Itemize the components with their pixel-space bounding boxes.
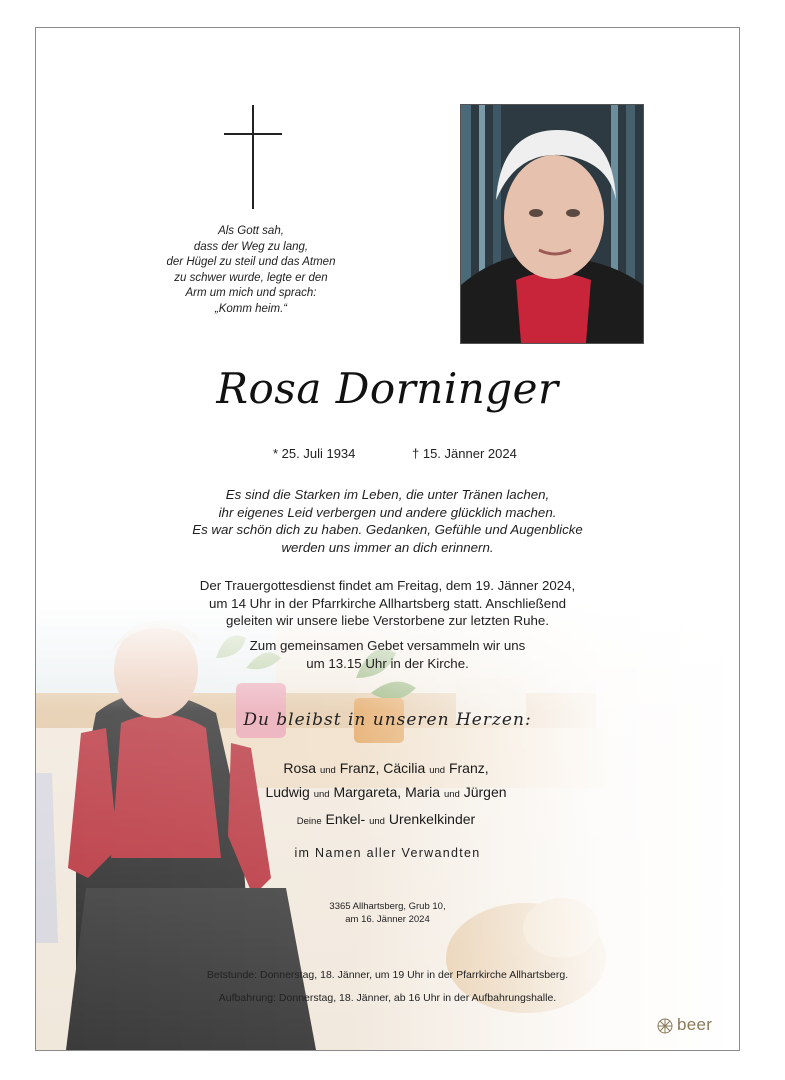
family-member: Cäcilia: [383, 760, 426, 776]
notice-date: am 16. Jänner 2024: [345, 914, 430, 925]
conjunction: und: [429, 765, 446, 776]
family-member: Ludwig: [265, 783, 310, 800]
conjunction: und: [369, 816, 385, 827]
relatives-line: im Namen aller Verwandten: [294, 846, 481, 860]
deceased-name: Rosa Dorninger: [216, 364, 559, 413]
family-member: Margareta,: [333, 783, 402, 800]
family-member: Franz,: [339, 760, 380, 776]
funeral-line: um 14 Uhr in der Pfarrkirche Allhartsberg statt. Anschließend: [209, 595, 566, 611]
family-line-1: [186, 758, 586, 782]
poem-line: zu schwer wurde, legte er den: [174, 271, 328, 284]
funeral-notice: [36, 577, 739, 630]
family-member: Maria: [405, 783, 441, 800]
dandelion-icon: [656, 1017, 674, 1035]
poem-line: der Hügel zu steil und das Atmen: [166, 256, 336, 269]
birth-date: * 25. Juli 1934: [273, 446, 356, 461]
family-member: Franz,: [448, 760, 489, 776]
poem-line: Als Gott sah,: [218, 225, 284, 237]
family-member: Jürgen: [463, 783, 507, 800]
quote-line: Es war schön dich zu haben. Gedanken, Gefühle und Augenblicke: [192, 522, 583, 537]
poem-line: Arm um mich und sprach:: [185, 287, 317, 300]
memorial-quote: [36, 486, 739, 556]
funeral-line: Der Trauergottesdienst findet am Freitag, dem 19. Jänner 2024,: [199, 578, 576, 593]
prayer-notice: [36, 637, 739, 672]
portrait-photo: [460, 104, 644, 344]
parte-card: [35, 27, 740, 1051]
funeral-line: geleiten wir unsere liebe Verstorbene zur letzten Ruhe.: [225, 613, 549, 628]
aufbahrung-note: Aufbahrung: Donnerstag, 18. Jänner, ab 16 Uhr in der Aufbahrungshalle.: [218, 992, 557, 1004]
family-line-3: [186, 809, 586, 833]
quote-line: werden uns immer an dich erinnern.: [281, 539, 494, 555]
place-date: [36, 900, 739, 926]
quote-line: Es sind die Starken im Leben, die unter Tränen lachen,: [225, 487, 550, 502]
family-member: Urenkelkinder: [388, 811, 476, 827]
death-date: † 15. Jänner 2024: [412, 446, 517, 461]
betstunde-note: Betstunde: Donnerstag, 18. Jänner, um 19 Uhr in der Pfarrkirche Allhartsberg.: [206, 969, 569, 981]
conjunction: und: [443, 788, 460, 800]
beer-logo: [656, 1014, 726, 1036]
prayer-line: um 13.15 Uhr in der Kirche.: [306, 655, 469, 671]
poem: [146, 224, 356, 318]
address: 3365 Allhartsberg, Grub 10,: [329, 901, 446, 912]
service-notes: [36, 964, 739, 1010]
family-member: Rosa: [283, 760, 317, 776]
conjunction: und: [313, 788, 330, 800]
poem-line: dass der Weg zu lang,: [193, 240, 309, 253]
family-prefix: Deine: [296, 816, 322, 827]
family-member: Enkel-: [325, 811, 366, 827]
conjunction: und: [319, 765, 336, 776]
poem-line: „Komm heim.“: [214, 302, 288, 315]
logo-text: beer: [677, 1015, 713, 1034]
cross-icon: [224, 105, 282, 209]
heart-line: Du bleibst in unseren Herzen:: [243, 710, 532, 730]
prayer-line: Zum gemeinsamen Gebet versammeln wir uns: [249, 638, 526, 653]
quote-line: ihr eigenes Leid verbergen und andere glücklich machen.: [218, 504, 557, 520]
family-line-2: [186, 782, 586, 806]
family-list: [186, 758, 586, 833]
